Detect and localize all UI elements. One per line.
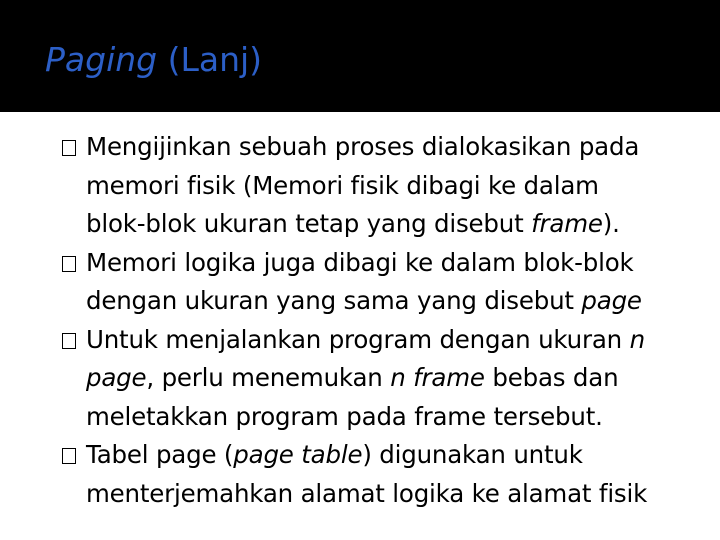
bullet-line xyxy=(86,475,684,514)
text: blok-blok ukuran tetap yang disebut xyxy=(86,209,532,238)
text: , perlu menemukan xyxy=(146,363,391,392)
text: ) digunakan untuk xyxy=(362,440,583,469)
bullet-box-icon xyxy=(62,256,76,272)
text: ). xyxy=(602,209,620,238)
bullet-line xyxy=(86,167,684,206)
bullet-box-icon xyxy=(62,448,76,464)
bullet-line xyxy=(86,359,684,398)
bullet-item xyxy=(0,321,720,437)
text: memori fisik (Memori fisik dibagi ke dalam xyxy=(86,170,599,200)
italic-term: n xyxy=(629,324,645,354)
bullet-item xyxy=(0,128,720,244)
bullet-line xyxy=(86,398,684,437)
text: Mengijinkan sebuah proses dialokasikan pada xyxy=(86,132,640,161)
bullet-box-icon xyxy=(62,333,76,349)
italic-term: page xyxy=(581,286,642,315)
slide-title xyxy=(45,40,262,80)
text: meletakkan program pada frame tersebut. xyxy=(86,401,603,431)
bullet-item xyxy=(0,436,720,513)
text: menterjemahkan alamat logika ke alamat fisik xyxy=(86,478,648,508)
text: Tabel page ( xyxy=(86,440,234,469)
text: Untuk menjalankan program dengan ukuran xyxy=(86,324,630,354)
italic-term: n frame xyxy=(390,363,485,392)
text: Memori logika juga dibagi ke dalam blok-blok xyxy=(86,247,634,277)
bullet-line xyxy=(86,282,684,321)
italic-term: frame xyxy=(531,209,603,238)
bullet-item xyxy=(0,244,720,321)
bullet-list xyxy=(0,128,720,513)
bullet-line xyxy=(86,205,684,244)
text: dengan ukuran yang sama yang disebut xyxy=(86,286,582,315)
italic-term: page table xyxy=(233,440,363,469)
italic-term: page xyxy=(86,363,147,392)
title-italic: Paging xyxy=(45,40,158,79)
bullet-line xyxy=(86,321,684,360)
text: bebas dan xyxy=(484,363,619,392)
bullet-box-icon xyxy=(62,140,76,156)
title-bar xyxy=(0,0,720,112)
bullet-line xyxy=(86,128,684,167)
bullet-line xyxy=(86,436,684,475)
title-normal: (Lanj) xyxy=(167,40,263,79)
bullet-line xyxy=(86,244,684,283)
